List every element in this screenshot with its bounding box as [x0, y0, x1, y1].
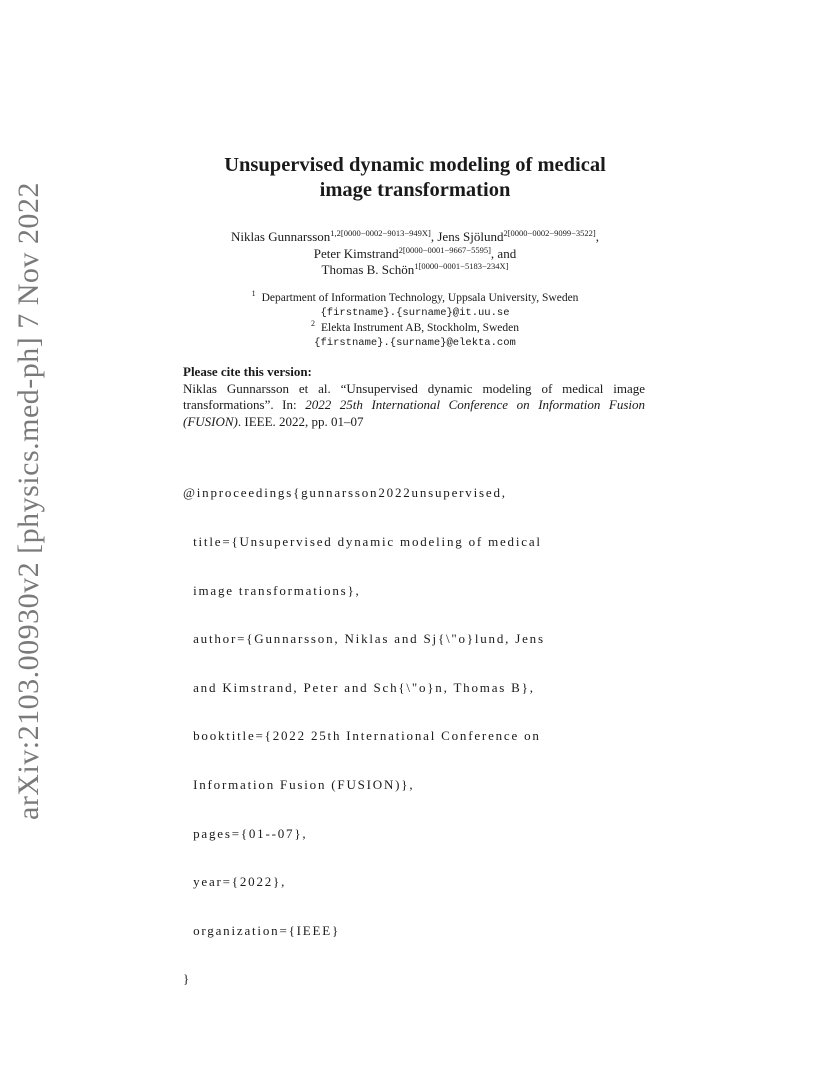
- author-affiliation-orcid: 1[0000−0001−5183−234X]: [414, 261, 509, 271]
- citation-authors-title: Niklas Gunnarsson et al. “Unsupervised dynamic modeling of medical image transformations”. In:: [183, 380, 645, 412]
- affiliation-number: 2: [310, 319, 315, 328]
- bibtex-line: @inproceedings{gunnarsson2022unsupervised,: [183, 485, 507, 501]
- bibtex-line: Information Fusion (FUSION)},: [183, 776, 415, 792]
- affiliation-email: {firstname}.{surname}@it.uu.se: [320, 307, 510, 319]
- bibtex-line: year={2022},: [183, 874, 287, 890]
- author-list: [150, 229, 680, 279]
- bibtex-line: author={Gunnarsson, Niklas and Sj{\"o}lund, Jens: [183, 631, 545, 647]
- author-name: Niklas Gunnarsson: [231, 229, 331, 244]
- author-affiliation-orcid: 1,2[0000−0002−9013−949X]: [330, 228, 431, 238]
- bibtex-line: booktitle={2022 25th International Conference on: [183, 728, 541, 744]
- citation-publisher-pages: . IEEE. 2022, pp. 01–07: [237, 413, 364, 429]
- bibtex-line: organization={IEEE}: [183, 922, 341, 938]
- citation-block: [183, 364, 645, 430]
- affiliation-email: {firstname}.{surname}@elekta.com: [314, 337, 516, 349]
- affiliation-name: Department of Information Technology, Uppsala University, Sweden: [261, 292, 579, 304]
- author-line-1: [150, 229, 680, 246]
- citation-venue: 2022 25th International Conference on Information Fusion (FUSION): [183, 397, 645, 429]
- citation-text: [183, 381, 645, 431]
- affiliation-number: 1: [251, 289, 256, 298]
- arxiv-identifier-stamp: arXiv:2103.00930v2 [physics.med-ph] 7 Nov 2022: [12, 182, 45, 820]
- bibtex-line: and Kimstrand, Peter and Sch{\"o}n, Thomas B},: [183, 679, 535, 695]
- affiliation-item: [150, 321, 680, 336]
- bibtex-entry: [183, 453, 653, 1004]
- author-line-2: [150, 246, 680, 263]
- bibtex-line: image transformations},: [183, 582, 361, 598]
- paper-title-line-2: image transformation: [319, 179, 511, 201]
- author-name: Jens Sjölund: [437, 229, 504, 244]
- author-separator: ,: [430, 229, 438, 244]
- affiliation-item: [150, 291, 680, 306]
- author-name: Thomas B. Schön: [321, 262, 415, 277]
- author-name: Peter Kimstrand: [313, 245, 399, 261]
- bibtex-line: pages={01--07},: [183, 825, 308, 841]
- author-line-3: [150, 262, 680, 279]
- affiliation-list: [150, 291, 680, 351]
- citation-heading: Please cite this version:: [183, 364, 312, 379]
- bibtex-line: }: [183, 971, 192, 987]
- bibtex-line: title={Unsupervised dynamic modeling of medical: [183, 534, 542, 549]
- paper-title: [150, 153, 680, 203]
- author-separator: ,: [595, 229, 599, 244]
- author-separator: , and: [490, 245, 517, 261]
- author-affiliation-orcid: 2[0000−0001−9667−5595]: [398, 244, 491, 255]
- paper-title-line-1: Unsupervised dynamic modeling of medical: [224, 154, 606, 176]
- author-affiliation-orcid: 2[0000−0002−9099−3522]: [503, 228, 596, 238]
- affiliation-name: Elekta Instrument AB, Stockholm, Sweden: [320, 322, 520, 334]
